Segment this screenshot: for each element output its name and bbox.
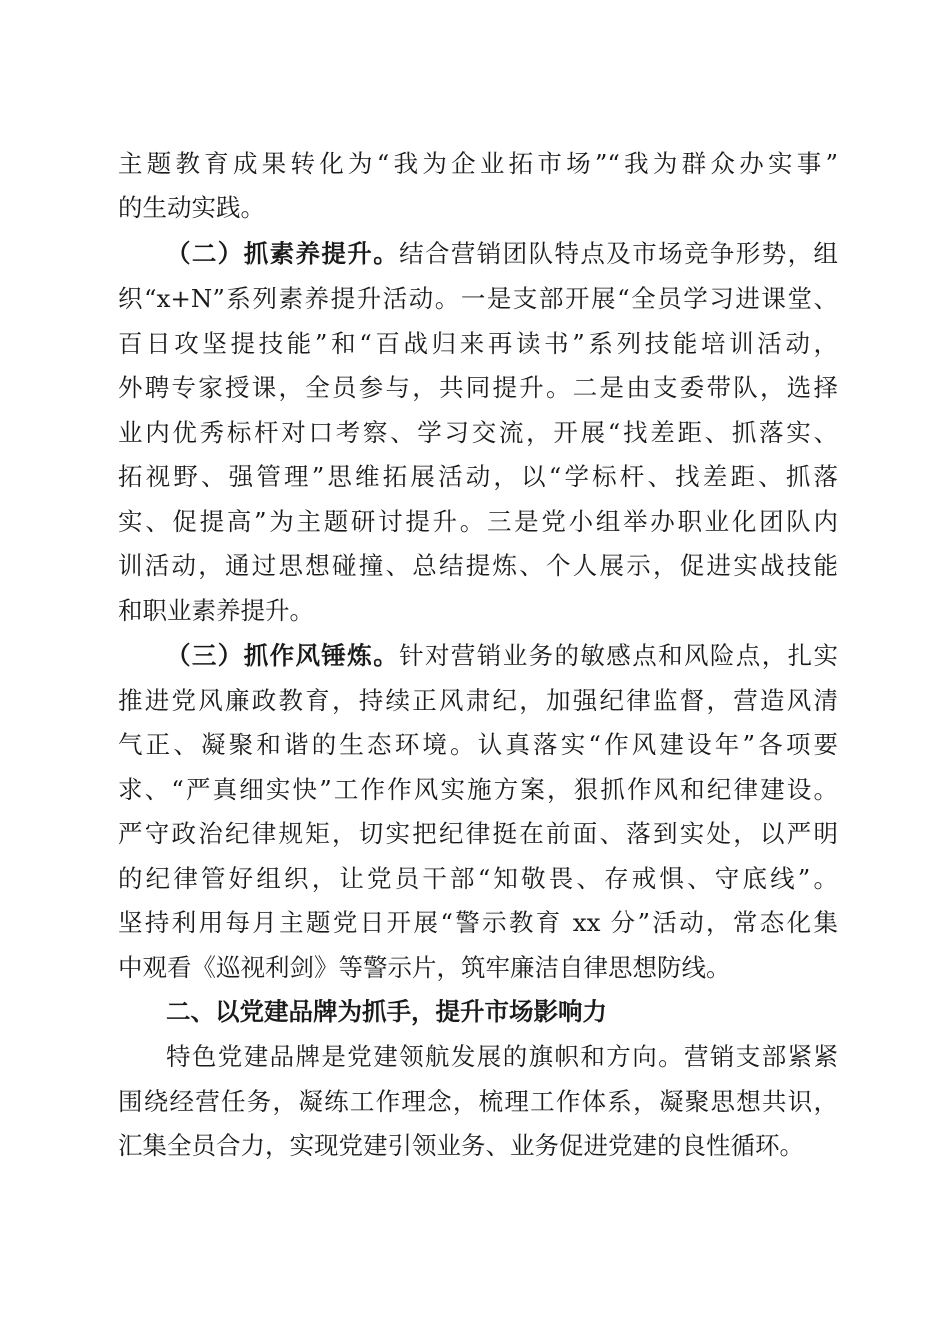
- text-line: 织“x+N”系列素养提升活动。一是支部开展“全员学习进课堂、: [118, 284, 838, 313]
- paragraph-first-line: 特色党建品牌是党建领航发展的旗帜和方向。营销支部紧紧: [166, 1042, 838, 1071]
- text-line: 中观看《巡视利剑》等警示片，筑牢廉洁自律思想防线。: [118, 953, 731, 982]
- paragraph-lead: （二）抓素养提升。: [166, 239, 400, 268]
- text-line: 实、促提高”为主题研讨提升。三是党小组举办职业化团队内: [118, 507, 838, 536]
- text-line: 的生动实践。: [118, 193, 265, 222]
- text-run: 结合营销团队特点及市场竞争形势，组: [399, 239, 839, 268]
- paragraph-first-line: [166, 636, 838, 676]
- paragraph-lead: （三）抓作风锤炼。: [166, 641, 400, 670]
- text-line: 推进党风廉政教育，持续正风肃纪，加强纪律监督，营造风清: [118, 686, 838, 715]
- text-line: 坚持利用每月主题党日开展“警示教育 xx 分”活动，常态化集: [118, 908, 838, 937]
- text-line: 和职业素养提升。: [118, 596, 314, 625]
- text-line: 主题教育成果转化为“我为企业拓市场”“我为群众办实事”: [118, 149, 838, 178]
- text-line: 百日攻坚提技能”和“百战归来再读书”系列技能培训活动，: [118, 329, 838, 358]
- text-line: 严守政治纪律规矩，切实把纪律挺在前面、落到实处，以严明: [118, 819, 838, 848]
- paragraph-first-line: [166, 234, 838, 274]
- section-heading: 二、以党建品牌为抓手，提升市场影响力: [166, 997, 607, 1026]
- text-line: 业内优秀标杆对口考察、学习交流，开展“找差距、抓落实、: [118, 418, 838, 447]
- text-line: 汇集全员合力，实现党建引领业务、业务促进党建的良性循环。: [118, 1131, 804, 1160]
- text-line: 围绕经营任务，凝练工作理念，梳理工作体系，凝聚思想共识，: [118, 1087, 838, 1116]
- text-line: 气正、凝聚和谐的生态环境。认真落实“作风建设年”各项要: [118, 730, 838, 759]
- text-run: 针对营销业务的敏感点和风险点，扎实: [399, 641, 839, 670]
- text-line: 求、“严真细实快”工作作风实施方案，狠抓作风和纪律建设。: [118, 775, 838, 804]
- text-line: 训活动，通过思想碰撞、总结提炼、个人展示，促进实战技能: [118, 551, 838, 580]
- text-line: 拓视野、强管理”思维拓展活动，以“学标杆、找差距、抓落: [118, 462, 838, 491]
- text-line: 外聘专家授课，全员参与，共同提升。二是由支委带队，选择: [118, 373, 838, 402]
- text-line: 的纪律管好组织，让党员干部“知敬畏、存戒惧、守底线”。: [118, 864, 838, 893]
